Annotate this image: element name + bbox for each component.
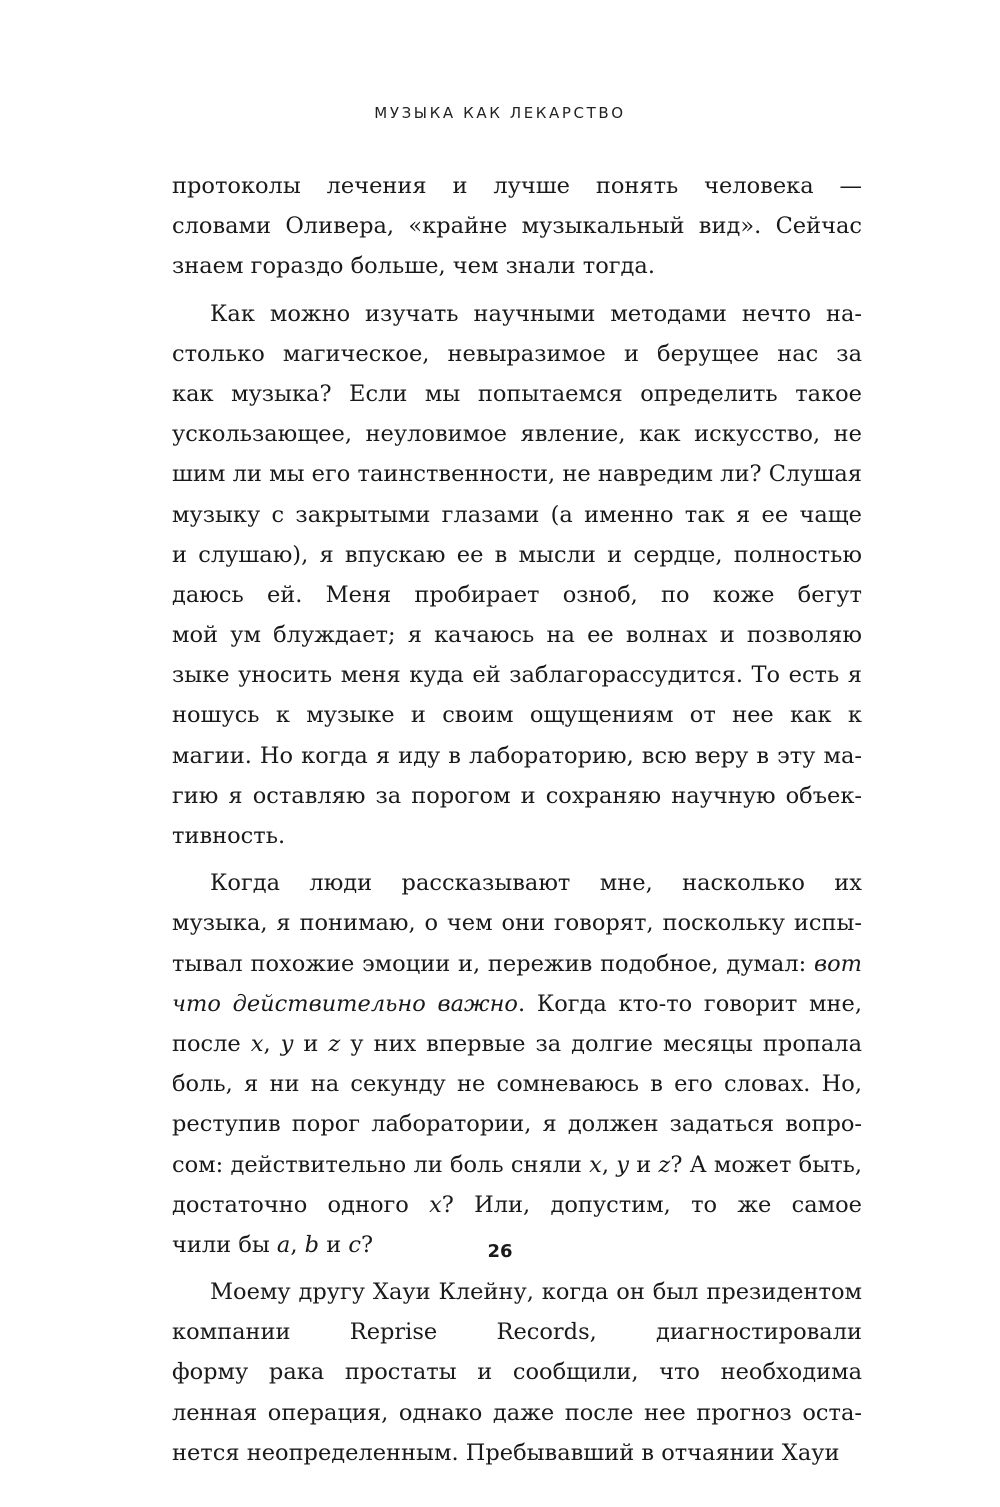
text-line: боль, я ни на секунду не сомневаюсь в его словах. Но,	[172, 1071, 862, 1098]
text-line: знаем гораздо больше, чем знали тогда.	[172, 253, 655, 280]
text-line: как музыка? Если мы попытаемся определить такое	[172, 380, 862, 407]
paragraph	[172, 863, 862, 1265]
text-line: словами Оливера, «крайне музыкальный вид». Сейчас	[172, 213, 862, 240]
paragraph-gap	[172, 856, 862, 863]
paragraph	[172, 166, 862, 287]
text-line: реступив порог лаборатории, я должен задаться вопро-	[172, 1111, 862, 1138]
running-head: МУЗЫКА КАК ЛЕКАРСТВО	[374, 104, 626, 122]
text-line: гию я оставляю за порогом и сохраняю научную объек-	[172, 782, 862, 809]
text-line: мой ум блуждает; я качаюсь на ее волнах и позволяю	[172, 622, 862, 649]
text-line: протоколы лечения и лучше понять человека —	[172, 173, 862, 199]
text-line: ленная операция, однако даже после нее прогноз оста-	[172, 1399, 862, 1426]
text-line: достаточно одного x? Или, допустим, то же самое	[172, 1191, 862, 1218]
text-line: Как можно изучать научными методами нечто на-	[210, 300, 862, 327]
text-line: чили бы a, b и c?	[172, 1231, 374, 1258]
text-line: и слушаю), я впускаю ее в мысли и сердце, полностью	[172, 541, 862, 568]
paragraph-gap	[172, 1265, 862, 1272]
body-text	[172, 166, 862, 1473]
text-line: после x, y и z у них впервые за долгие месяцы пропала	[172, 1030, 862, 1057]
text-line: даюсь ей. Меня пробирает озноб, по коже бегут	[172, 581, 862, 608]
text-line: нется неопределенным. Пребывавший в отчаянии Хауи	[172, 1439, 840, 1466]
text-line: сом: действительно ли боль сняли x, y и z? А может быть,	[172, 1151, 862, 1178]
paragraph	[172, 294, 862, 857]
text-line: что действительно важно. Когда кто-то говорит мне,	[172, 990, 862, 1017]
text-line: тывал похожие эмоции и, пережив подобное, думал: вот	[172, 950, 862, 977]
text-line: форму рака простаты и сообщили, что необходима	[172, 1359, 862, 1386]
text-line: ношусь к музыке и своим ощущениям от нее как к	[172, 702, 862, 729]
text-line: столько магическое, невыразимое и берущее нас за	[172, 340, 862, 367]
text-line: зыке уносить меня куда ей заблагорассудится. То есть я	[172, 662, 862, 689]
paragraph	[172, 1272, 862, 1473]
page-number: 26	[487, 1241, 513, 1262]
text-line: Когда люди рассказывают мне, насколько их	[210, 870, 862, 897]
text-line: тивность.	[172, 823, 286, 849]
text-line: шим ли мы его таинственности, не навредим ли? Слушая	[172, 461, 862, 488]
text-line: магии. Но когда я иду в лабораторию, всю веру в эту ма-	[172, 742, 862, 769]
text-line: музыка, я понимаю, о чем они говорят, поскольку испы-	[172, 910, 862, 937]
text-line: Моему другу Хауи Клейну, когда он был президентом	[210, 1279, 862, 1306]
text-line: музыку с закрытыми глазами (а именно так я ее чаще	[172, 501, 862, 528]
text-line: компании Reprise Records, диагностировали	[172, 1319, 862, 1346]
text-line: ускользающее, неуловимое явление, как искусство, не	[172, 421, 862, 448]
paragraph-gap	[172, 287, 862, 294]
